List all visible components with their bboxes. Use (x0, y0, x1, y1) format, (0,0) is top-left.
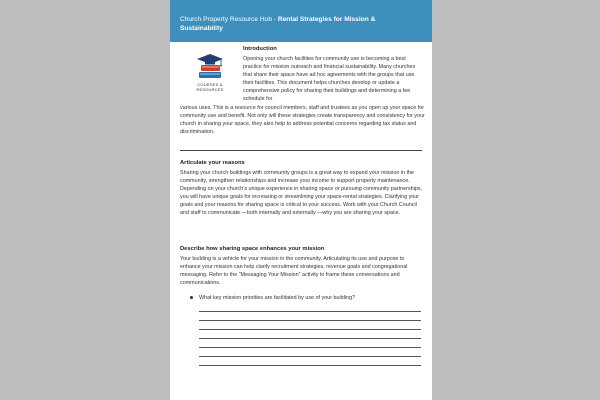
question-bullet (190, 294, 422, 302)
question-text: What key mission priorities are facilitated by use of your building? (199, 295, 356, 301)
hub-name: Church Property Resource Hub (180, 16, 272, 23)
bullet-icon (190, 296, 193, 299)
answer-line[interactable] (199, 365, 421, 366)
answer-line[interactable] (199, 311, 421, 312)
courses-resources-logo (190, 52, 230, 96)
answer-line[interactable] (199, 356, 421, 357)
intro-paragraph-full: various uses. This is a resource for council members, staff and trustees as you open up your space for community use and benefit. Not only will these strategies create transparency and consistency for your church in sharing your space, they also help to address potential concerns regarding tax status and discrimination. (180, 105, 425, 136)
section-body-mission: Your building is a vehicle for your mission in the community. Articulating its use and purpose to enhance your mission can help clarify recruitment strategies, revenue goals and congregational messaging. Refer to the “Messaging Your Mission” activity to frame these conversations and communications. (180, 256, 408, 287)
logo-caption (190, 82, 230, 92)
section-body-reasons: Sharing your church buildings with community groups is a great way to expand your mission in the community, strengthen relationships and increase your income to support property maintenance. Depending on your church’s unique experience in sharing space or pursuing community partnerships, you will have unique goals for increasing or streamlining your space-rental strategies. Clarifying your goals and your reasons for sharing space is critical to your success. Work with your Church Council and staff to communicate —both internally and externally —why you are sharing your space. (180, 170, 423, 217)
books-graduation-cap-icon (195, 52, 225, 80)
document-title (180, 15, 420, 33)
logo-caption-line-2: RESOURCES (196, 87, 224, 92)
answer-line[interactable] (199, 329, 421, 330)
answer-line[interactable] (199, 320, 421, 321)
intro-heading: Introduction (243, 46, 277, 52)
document-page (170, 0, 432, 400)
section-heading-reasons: Articulate your reasons (180, 160, 245, 166)
header-banner (170, 0, 432, 42)
document-title-text: Rental Strategies for Mission & Sustainability (180, 16, 376, 32)
answer-line[interactable] (199, 338, 421, 339)
title-separator: - (272, 16, 278, 23)
intro-paragraph-wrapped: Opening your church facilities for community use is becoming a best practice for mission outreach and financial sustainability. Many churches that share their space have ad hoc agreements with the groups that use their facilities. This document helps churches develop or update a comprehensive policy for sharing their buildings and determining a fee schedule for (243, 56, 416, 103)
section-divider (180, 150, 422, 151)
logo-caption-line-1: COURSES & (197, 82, 223, 87)
answer-line[interactable] (199, 347, 421, 348)
section-heading-mission: Describe how sharing space enhances your mission (180, 246, 325, 252)
